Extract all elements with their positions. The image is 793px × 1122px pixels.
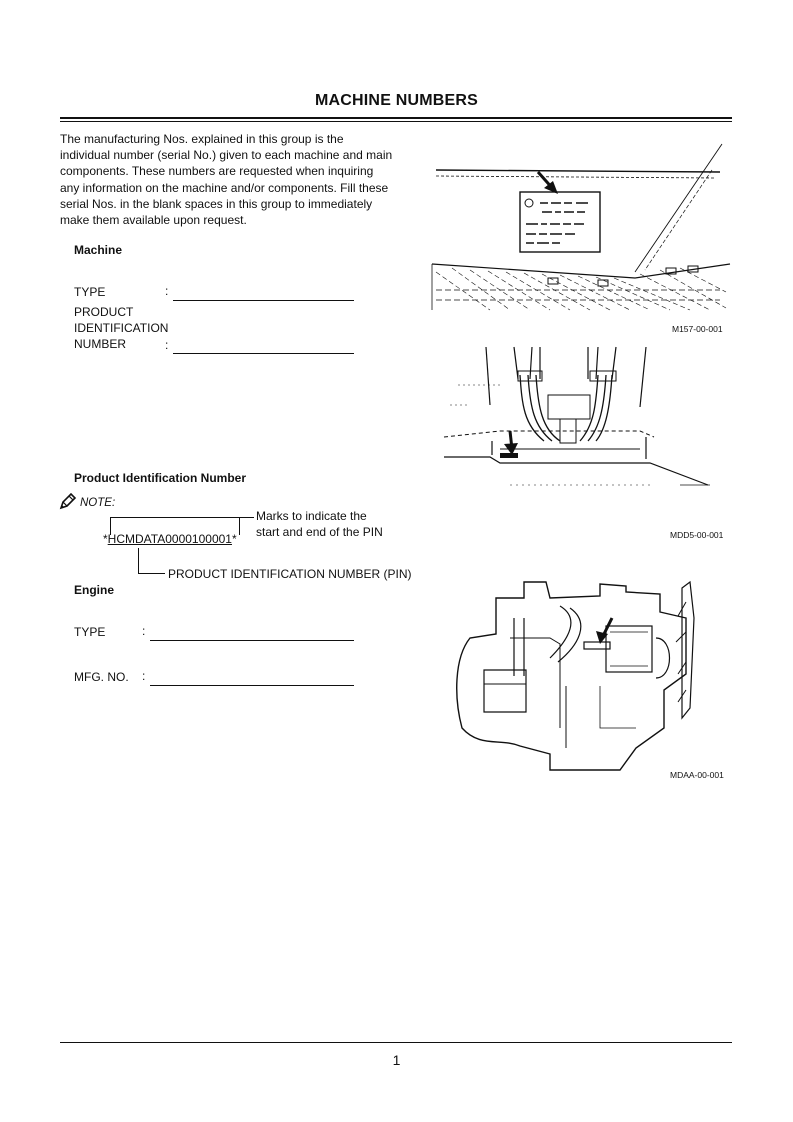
marks-note-line-1: Marks to indicate the: [256, 509, 367, 523]
pin-caption-leader: [138, 548, 165, 574]
pin-code: HCMDATA0000100001: [107, 532, 232, 546]
intro-paragraph: [60, 131, 412, 228]
machine-pin-label-2: IDENTIFICATION: [74, 321, 169, 335]
title-rule-thin: [60, 121, 732, 122]
intro-line: The manufacturing Nos. explained in this group is the: [60, 132, 344, 146]
machine-pin-colon: :: [165, 338, 169, 352]
pin-caption: PRODUCT IDENTIFICATION NUMBER (PIN): [168, 567, 412, 581]
pin-mark-leader: [238, 517, 254, 518]
engine-type-field[interactable]: [150, 640, 354, 641]
figure-3-caption: MDAA-00-001: [670, 770, 724, 780]
intro-line: serial Nos. in the blank spaces in this group to immediately: [60, 196, 373, 211]
pencil-icon: [59, 492, 77, 510]
machine-type-field[interactable]: [173, 300, 354, 301]
engine-heading: Engine: [74, 583, 115, 597]
title-rule-thick: [60, 117, 732, 119]
engine-type-colon: :: [142, 624, 146, 638]
machine-type-colon: :: [165, 284, 169, 298]
machine-plate-figure: [430, 140, 732, 320]
page-title: MACHINE NUMBERS: [315, 92, 478, 109]
pin-heading: Product Identification Number: [74, 471, 247, 485]
note-label: NOTE:: [80, 497, 116, 509]
pin-end-mark: *: [231, 532, 237, 546]
engine-type-label: TYPE: [74, 625, 106, 639]
machine-pin-label-3: NUMBER: [74, 337, 127, 351]
engine-mfg-colon: :: [142, 669, 146, 683]
engine-figure: [450, 578, 730, 773]
intro-line: make them available upon request.: [60, 213, 247, 228]
engine-mfg-field[interactable]: [150, 685, 354, 686]
figure-2-caption: MDD5-00-001: [670, 530, 724, 540]
intro-line: any information on the machine and/or components. Fill these: [60, 180, 389, 195]
pin-start-mark: *: [103, 532, 108, 546]
frame-pin-figure: [440, 345, 730, 510]
figure-1-caption: M157-00-001: [672, 324, 723, 334]
intro-line: components. These numbers are requested when inquiring: [60, 164, 374, 179]
machine-heading: Machine: [74, 243, 123, 257]
pin-example: [103, 532, 237, 546]
footer-rule: [60, 1042, 732, 1043]
machine-pin-field[interactable]: [173, 353, 354, 354]
machine-pin-label-1: PRODUCT: [74, 305, 134, 319]
engine-mfg-label: MFG. NO.: [74, 670, 129, 684]
page-number: 1: [392, 1052, 401, 1068]
intro-line: individual number (serial No.) given to each machine and main: [60, 148, 393, 163]
marks-note-line-2: start and end of the PIN: [256, 525, 383, 539]
machine-type-label: TYPE: [74, 285, 106, 299]
